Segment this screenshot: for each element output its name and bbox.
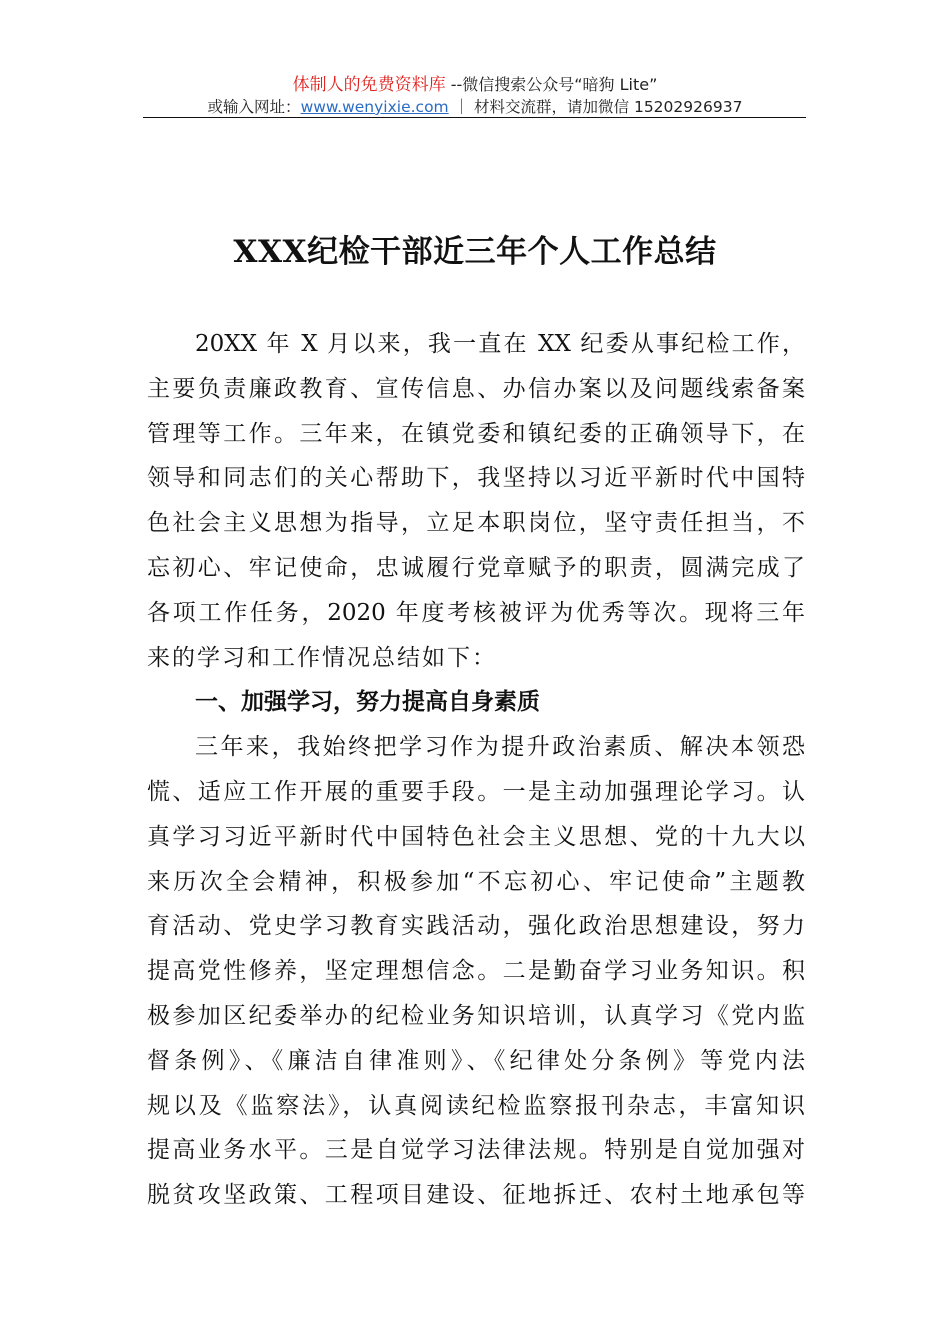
body-text-line: 脱贫攻坚政策、工程项目建设、征地拆迁、农村土地承包等 [147,1182,805,1209]
body-text-line: 色社会主义思想为指导，立足本职岗位，坚守责任担当，不 [147,510,805,537]
body-text-line: 来历次全会精神，积极参加“不忘初心、牢记使命”主题教 [147,868,805,895]
section-heading: 一、加强学习，努力提高自身素质 [195,689,540,716]
body-text-line: 三年来，我始终把学习作为提升政治素质、解决本领恐 [195,734,805,761]
body-text-line: 各项工作任务，2020 年度考核被评为优秀等次。现将三年 [147,599,805,626]
body-text-line: 慌、适应工作开展的重要手段。一是主动加强理论学习。认 [147,778,805,805]
body-text-line: 来的学习和工作情况总结如下： [147,644,497,671]
document-body [147,326,805,1222]
brand-text: 体制人的免费资料库 [292,75,446,95]
website-link[interactable]: www.wenyixie.com [300,98,449,116]
body-text-line: 极参加区纪委举办的纪检业务知识培训，认真学习《党内监 [147,1002,805,1029]
header-line-2 [0,95,950,117]
body-text-line: 育活动、党史学习教育实践活动，强化政治思想建设，努力 [147,913,805,940]
body-text-line: 20XX 年 X 月以来，我一直在 XX 纪委从事纪检工作， [195,331,805,357]
body-text-line: 领导和同志们的关心帮助下，我坚持以习近平新时代中国特 [147,465,805,492]
url-prefix: 或输入网址： [207,98,301,116]
body-text-line: 主要负责廉政教育、宣传信息、办信办案以及问题线索备案 [147,375,805,402]
document-title: XXX纪检干部近三年个人工作总结 [233,234,717,270]
body-text-line: 督条例》、《廉洁自律准则》、《纪律处分条例》等党内法 [147,1047,805,1074]
body-text-line: 提高业务水平。三是自觉学习法律法规。特别是自觉加强对 [147,1137,805,1164]
body-text-line: 规以及《监察法》，认真阅读纪检监察报刊杂志，丰富知识 [147,1092,805,1119]
body-text-line: 忘初心、牢记使命，忠诚履行党章赋予的职责，圆满完成了 [147,554,805,581]
body-text-line: 管理等工作。三年来，在镇党委和镇纪委的正确领导下，在 [147,420,805,447]
contact-text: ｜ 材料交流群，请加微信 15202926937 [448,98,743,116]
wechat-note: --微信搜索公众号“暗狗 Lite” [445,75,658,94]
body-text-line: 提高党性修养，坚定理想信念。二是勤奋学习业务知识。积 [147,958,805,985]
header-line-1 [0,70,950,95]
header-divider [143,117,806,118]
body-text-line: 真学习习近平新时代中国特色社会主义思想、党的十九大以 [147,823,805,850]
